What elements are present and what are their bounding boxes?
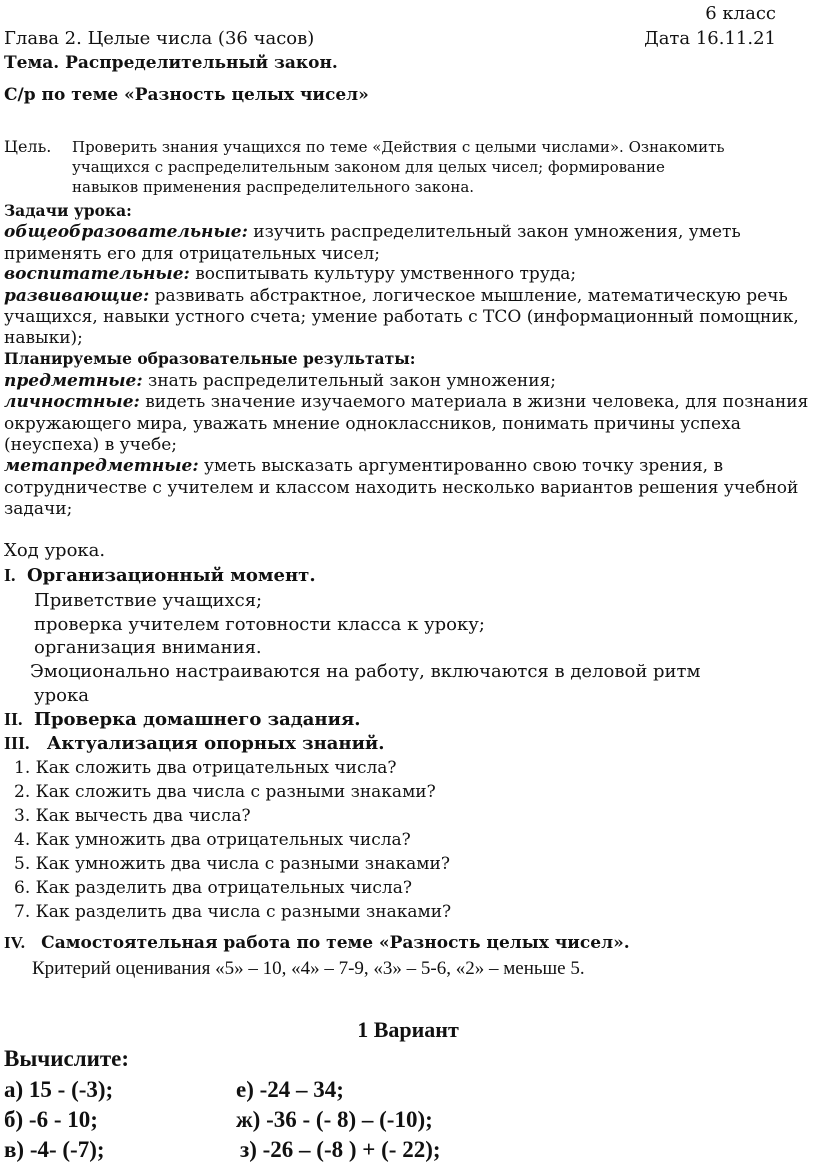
results-meta (4, 457, 723, 476)
section-number: I. (4, 565, 16, 585)
section-title: Самостоятельная работа по теме «Разность целых чисел». (41, 933, 630, 953)
results-meta-text: уметь высказать аргументированно свою точку зрения, в (198, 456, 724, 476)
independent-work-title: С/р по теме «Разность целых чисел» (4, 85, 369, 105)
tasks-general-text: изучить распределительный закон умножения, уметь (247, 222, 741, 242)
exercise-item: в) -4- (-7); (4, 1137, 105, 1162)
goal-line: учащихся с распределительным законом для целых чисел; формирование (72, 158, 665, 176)
question-item: 6. Как разделить два отрицательных числа? (14, 878, 412, 898)
compute-heading: Вычислите: (4, 1046, 130, 1071)
lesson-date: Дата 16.11.21 (644, 28, 776, 49)
chapter-title: Глава 2. Целые числа (36 часов) (4, 28, 315, 49)
tasks-developing-label: развивающие: (4, 286, 150, 306)
tasks-developing-text: развивать абстрактное, логическое мышление, математическую речь (149, 286, 788, 306)
exercise-item: б) -6 - 10; (4, 1107, 98, 1132)
exercise-item: з) -26 – (-8 ) + (- 22); (240, 1137, 441, 1162)
results-personal-cont: окружающего мира, уважать мнение одноклассников, понимать причины успеха (4, 414, 741, 434)
results-personal (4, 393, 808, 412)
grading-criteria: Критерий оценивания «5» – 10, «4» – 7-9, «3» – 5-6, «2» – меньше 5. (32, 958, 585, 979)
goal-line: навыков применения распределительного закона. (72, 178, 475, 196)
lesson-topic: Тема. Распределительный закон. (4, 53, 338, 73)
goal-line: Проверить знания учащихся по теме «Действия с целыми числами». Ознакомить (72, 138, 725, 156)
section-title: Проверка домашнего задания. (33, 709, 361, 730)
results-personal-text: видеть значение изучаемого материала в жизни человека, для познания (139, 392, 809, 412)
section-title: Актуализация опорных знаний. (46, 733, 385, 754)
question-item: 4. Как умножить два отрицательных числа? (14, 830, 411, 850)
results-subject-text: знать распределительный закон умножения; (142, 371, 557, 391)
section-number: IV. (4, 933, 25, 952)
exercise-item: ж) -36 - (- 8) – (-10); (236, 1107, 433, 1132)
section-homework (4, 710, 361, 730)
tasks-general-label: общеобразовательные: (4, 222, 248, 242)
results-title: Планируемые образовательные результаты: (4, 349, 416, 368)
tasks-upbringing-label: воспитательные: (4, 264, 190, 284)
goal-label: Цель. (4, 137, 52, 156)
tasks-title: Задачи урока: (4, 201, 132, 220)
tasks-developing-cont: учащихся, навыки устного счета; умение работать с ТСО (информационный помощник, (4, 307, 799, 327)
tasks-developing (4, 287, 788, 306)
org-item: Приветствие учащихся; (34, 590, 263, 611)
section-number: III. (4, 733, 30, 753)
tasks-upbringing (4, 265, 576, 284)
variant-title: 1 Вариант (357, 1017, 459, 1042)
question-item: 5. Как умножить два числа с разными знаками? (14, 854, 450, 874)
tasks-general-cont: применять его для отрицательных чисел; (4, 244, 380, 264)
question-item: 7. Как разделить два числа с разными знаками? (14, 902, 452, 922)
tasks-general (4, 223, 741, 242)
lesson-course-title: Ход урока. (4, 540, 106, 561)
org-item: урока (34, 685, 89, 706)
results-subject-label: предметные: (4, 371, 143, 391)
tasks-upbringing-text: воспитывать культуру умственного труда; (189, 264, 577, 284)
results-personal-label: личностные: (4, 392, 140, 412)
section-organizational (4, 566, 316, 586)
question-item: 2. Как сложить два числа с разными знаками? (14, 782, 436, 802)
results-subject (4, 372, 556, 391)
org-item: организация внимания. (34, 637, 262, 658)
question-item: 1. Как сложить два отрицательных числа? (14, 758, 397, 778)
exercise-item: е) -24 – 34; (236, 1077, 344, 1102)
section-number: II. (4, 709, 23, 729)
results-meta-label: метапредметные: (4, 456, 199, 476)
org-item: проверка учителем готовности класса к уроку; (34, 614, 485, 635)
exercise-item: а) 15 - (-3); (4, 1077, 114, 1102)
results-meta-cont: задачи; (4, 499, 73, 519)
section-actualization (4, 734, 385, 754)
section-title: Организационный момент. (26, 565, 316, 586)
section-independent-work (4, 934, 630, 953)
grade-label: 6 класс (705, 3, 776, 24)
results-personal-cont: (неуспеха) в учебе; (4, 435, 177, 455)
results-meta-cont: сотрудничестве с учителем и классом находить несколько вариантов решения учебной (4, 478, 799, 498)
org-item: Эмоционально настраиваются на работу, включаются в деловой ритм (30, 661, 701, 682)
tasks-developing-cont: навыки); (4, 328, 83, 348)
question-item: 3. Как вычесть два числа? (14, 806, 251, 826)
